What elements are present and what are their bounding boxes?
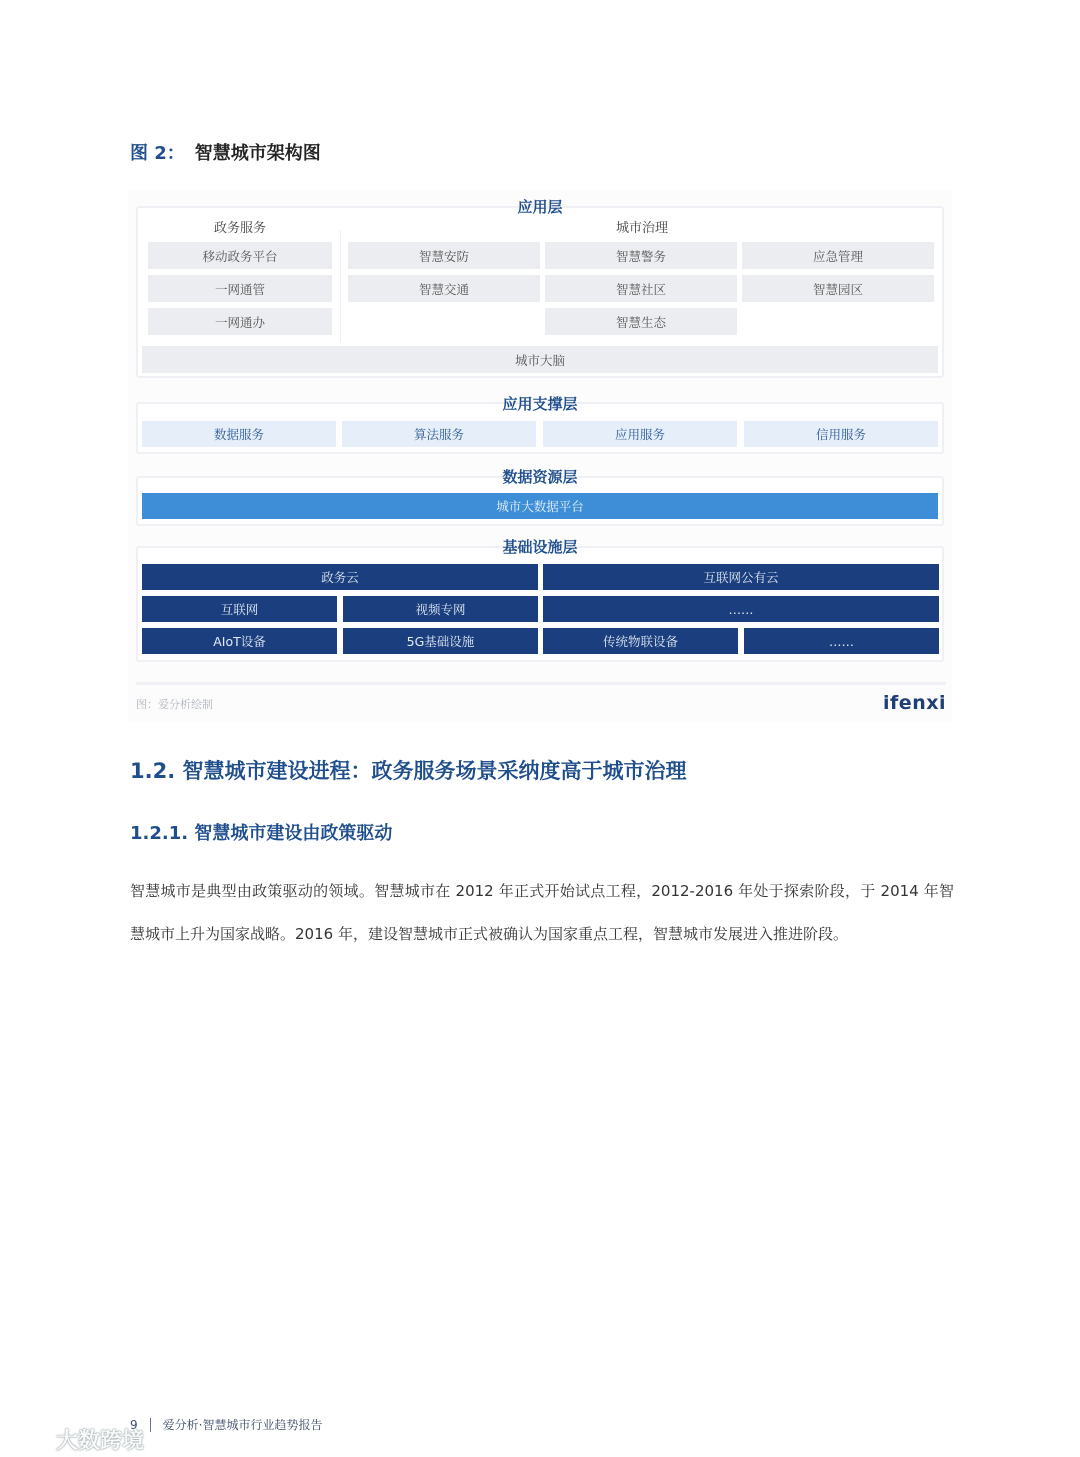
data-layer-title: 数据资源层 xyxy=(502,468,578,486)
infra-public-cloud: 互联网公有云 xyxy=(543,564,939,590)
gov-item-smart-police: 智慧警务 xyxy=(545,242,737,269)
smart-city-architecture-diagram xyxy=(128,190,952,722)
page-footer xyxy=(130,1416,322,1433)
support-layer-title: 应用支撑层 xyxy=(502,395,578,413)
gov-item-smart-security: 智慧安防 xyxy=(348,242,540,269)
gov-item-smart-park: 智慧园区 xyxy=(742,275,934,302)
app-layer-title: 应用层 xyxy=(517,198,563,216)
gov-item-smart-traffic: 智慧交通 xyxy=(348,275,540,302)
gov-item-emergency: 应急管理 xyxy=(742,242,934,269)
gov-item-smart-community: 智慧社区 xyxy=(545,275,737,302)
support-application-service: 应用服务 xyxy=(543,421,737,447)
figure-title xyxy=(130,139,321,165)
report-name: 爱分析·智慧城市行业趋势报告 xyxy=(162,1418,323,1432)
watermark-logo-icon xyxy=(10,1427,50,1453)
gov-service-heading: 政务服务 xyxy=(213,221,266,236)
infra-video-network: 视频专网 xyxy=(343,596,538,622)
figure-caption: 智慧城市架构图 xyxy=(194,143,321,164)
figure-divider xyxy=(136,682,946,685)
infra-layer-title: 基础设施层 xyxy=(502,538,578,556)
figure-source-note: 图：爱分析绘制 xyxy=(136,698,213,711)
column-divider xyxy=(340,230,341,342)
support-algorithm-service: 算法服务 xyxy=(342,421,536,447)
city-big-data-platform: 城市大数据平台 xyxy=(142,493,938,519)
infra-gov-cloud: 政务云 xyxy=(142,564,538,590)
infra-internet: 互联网 xyxy=(142,596,337,622)
infra-5g: 5G基础设施 xyxy=(343,628,538,654)
infra-more-network: …… xyxy=(543,596,939,622)
figure-number: 图 2： xyxy=(130,143,185,164)
city-governance-heading: 城市治理 xyxy=(615,221,668,236)
watermark xyxy=(10,1424,144,1455)
gov-item-smart-ecology: 智慧生态 xyxy=(545,308,737,335)
body-paragraph: 智慧城市是典型由政策驱动的领域。智慧城市在 2012 年正式开始试点工程，2012-2016 年处于探索阶段，于 2014 年智慧城市上升为国家战略。2016 年，建设智慧城市正式被确认为国家重点工程，智慧城市发展进入推进阶段。 xyxy=(130,882,954,943)
support-data-service: 数据服务 xyxy=(142,421,336,447)
page-number: 9 xyxy=(130,1417,138,1432)
gov-item-unified-service: 一网通办 xyxy=(148,308,332,335)
infra-aiot-devices: AIoT设备 xyxy=(142,628,337,654)
subsection-heading: 1.2.1. 智慧城市建设由政策驱动 xyxy=(130,823,393,844)
footer-separator xyxy=(150,1418,151,1432)
watermark-text: 大数跨境 xyxy=(56,1429,145,1454)
gov-item-unified-management: 一网通管 xyxy=(148,275,332,302)
city-brain: 城市大脑 xyxy=(142,346,938,373)
infra-iot-devices: 传统物联设备 xyxy=(543,628,738,654)
infra-more-devices: …… xyxy=(744,628,939,654)
section-heading: 1.2. 智慧城市建设进程：政务服务场景采纳度高于城市治理 xyxy=(130,759,687,783)
ifenxi-logo: ifenxi xyxy=(883,692,946,714)
gov-item-mobile-platform: 移动政务平台 xyxy=(148,242,332,269)
support-credit-service: 信用服务 xyxy=(744,421,938,447)
